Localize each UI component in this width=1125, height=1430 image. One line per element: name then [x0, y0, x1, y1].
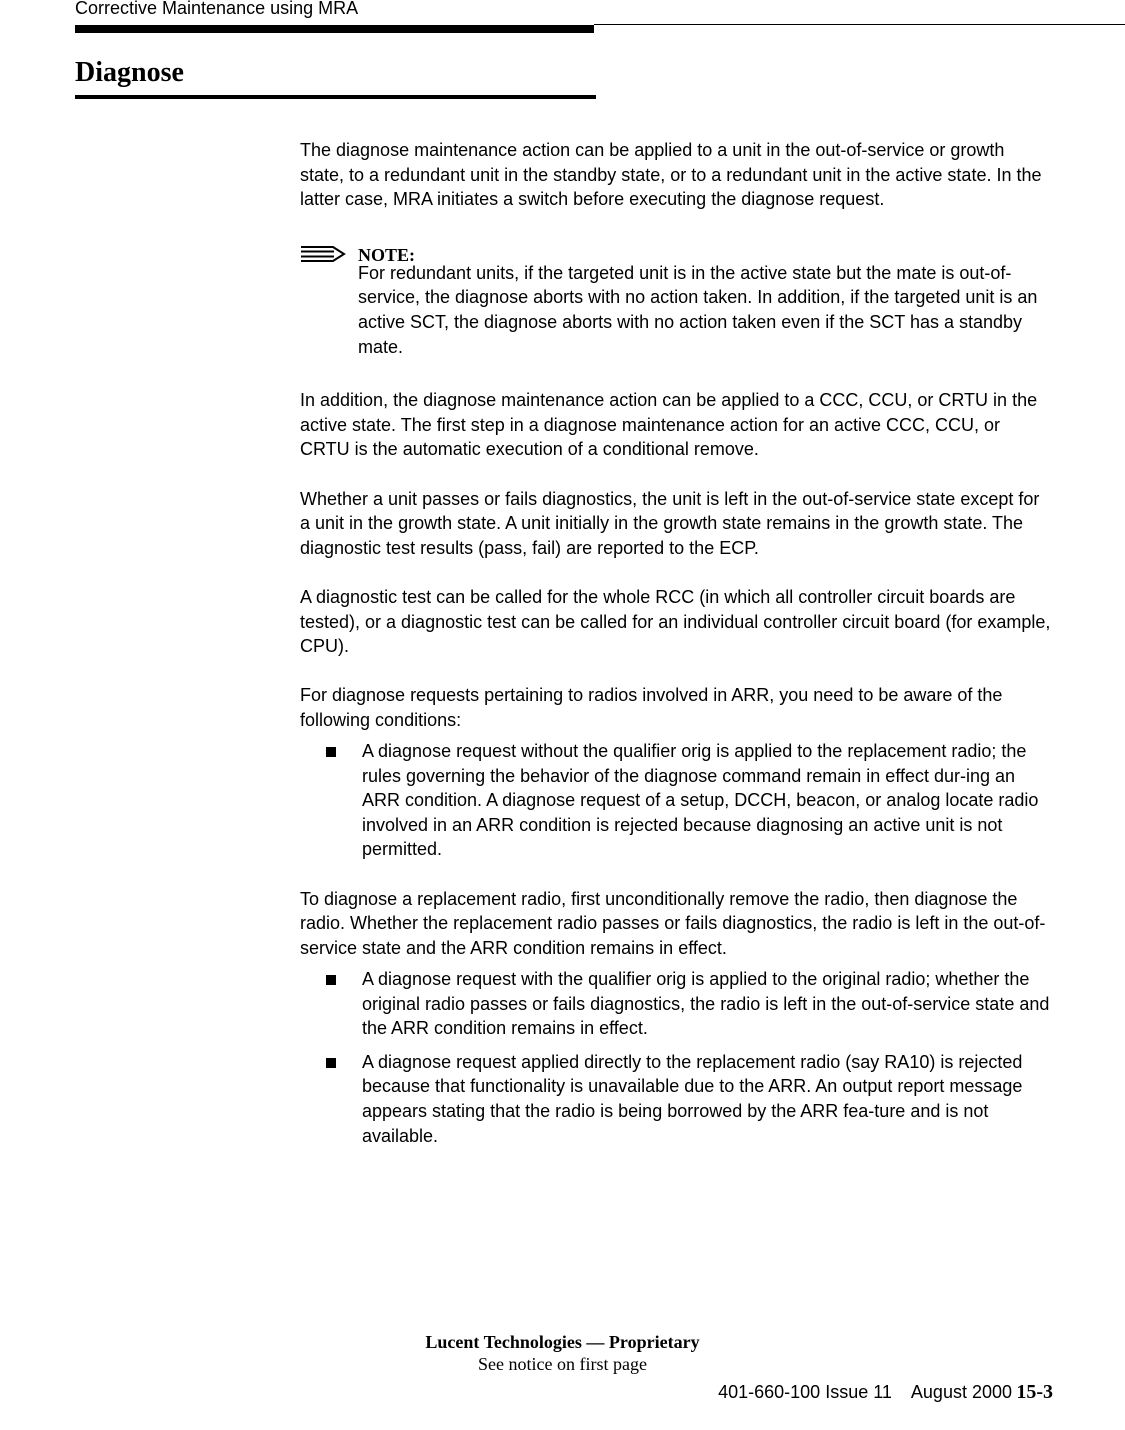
running-header: Corrective Maintenance using MRA: [75, 0, 359, 18]
list-item: [300, 967, 1052, 1041]
note-label: NOTE:: [358, 245, 416, 266]
bullet-square-icon: [326, 747, 336, 757]
footer-doc-number: 401-660-100 Issue 11 August 2000: [718, 1382, 1012, 1402]
bullet-list-2: [300, 967, 1052, 1148]
paragraph-arr-intro: For diagnose requests pertaining to radios involved in ARR, you need to be aware of the following conditions:: [300, 685, 1003, 730]
list-item: [300, 739, 1052, 862]
header-rule-thick: [75, 25, 594, 33]
paragraph-rcc: A diagnostic test can be called for the whole RCC (in which all controller circuit boards are tested), or a diagnostic test can be called for an individual controller circuit board (for example, CPU).: [300, 586, 1051, 657]
footer-company: Lucent Technologies — Proprietary: [425, 1332, 700, 1352]
footer-page-number: 15-3: [1016, 1381, 1053, 1403]
bullet-square-icon: [326, 1058, 336, 1068]
note-block: [300, 244, 1052, 359]
list-item-text: A diagnose request with the qualifier orig is applied to the original radio; whether the original radio passes or fails diagnostics, the radio is left in the out-of-service state and the ARR condition remains in effect.: [362, 969, 1050, 1039]
paragraph-pass-fail: Whether a unit passes or fails diagnostics, the unit is left in the out-of-service state except for a unit in the growth state. A unit initially in the growth state remains in the growth state. The diagnostic test results (pass, fail) are reported to the ECP.: [300, 488, 1040, 558]
intro-paragraph: The diagnose maintenance action can be applied to a unit in the out-of-service or growth state, to a redundant unit in the standby state, or to a redundant unit in the active state. In the latter case, MRA initiates a switch before executing the diagnose request.: [300, 140, 1042, 210]
paragraph-ccc: In addition, the diagnose maintenance action can be applied to a CCC, CCU, or CRTU in the active state. The first step in a diagnose maintenance action for an active CCC, CCU, or CRTU is the automatic execution of a conditional remove.: [300, 390, 1038, 460]
body-content: [300, 138, 1052, 1173]
paragraph-replacement: To diagnose a replacement radio, first unconditionally remove the radio, then diagnose the radio. Whether the replacement radio passes or fails diagnostics, the radio is left in the out-of-service state and the ARR condition remains in effect.: [300, 888, 1046, 958]
note-text: For redundant units, if the targeted unit is in the active state but the mate is out-of-service, the diagnose aborts with no action taken. In addition, if the targeted unit is an active SCT, the diagnose aborts with no action taken even if the SCT has a standby mate.: [358, 262, 1038, 357]
list-item: [300, 1050, 1052, 1148]
bullet-list-1: [300, 739, 1052, 862]
section-title: Diagnose: [75, 57, 184, 88]
list-item-text: A diagnose request without the qualifier orig is applied to the replacement radio; the rules governing the behavior of the diagnose command remain in effect dur-ing an ARR condition. A diagnose request of a setup, DCCH, beacon, or analog locate radio involved in an ARR condition is rejected because diagnosing an active unit is not permitted.: [362, 741, 1039, 860]
note-arrow-icon: [300, 244, 346, 264]
footer-notice: See notice on first page: [478, 1354, 647, 1374]
header-rule-thin: [594, 24, 1125, 25]
list-item-text: A diagnose request applied directly to the replacement radio (say RA10) is rejected because that functionality is unavailable due to the ARR. An output report message appears stating that the radio is being borrowed by the ARR fea-ture and is not available.: [362, 1051, 1023, 1146]
title-rule: [75, 95, 596, 99]
bullet-square-icon: [326, 975, 336, 985]
